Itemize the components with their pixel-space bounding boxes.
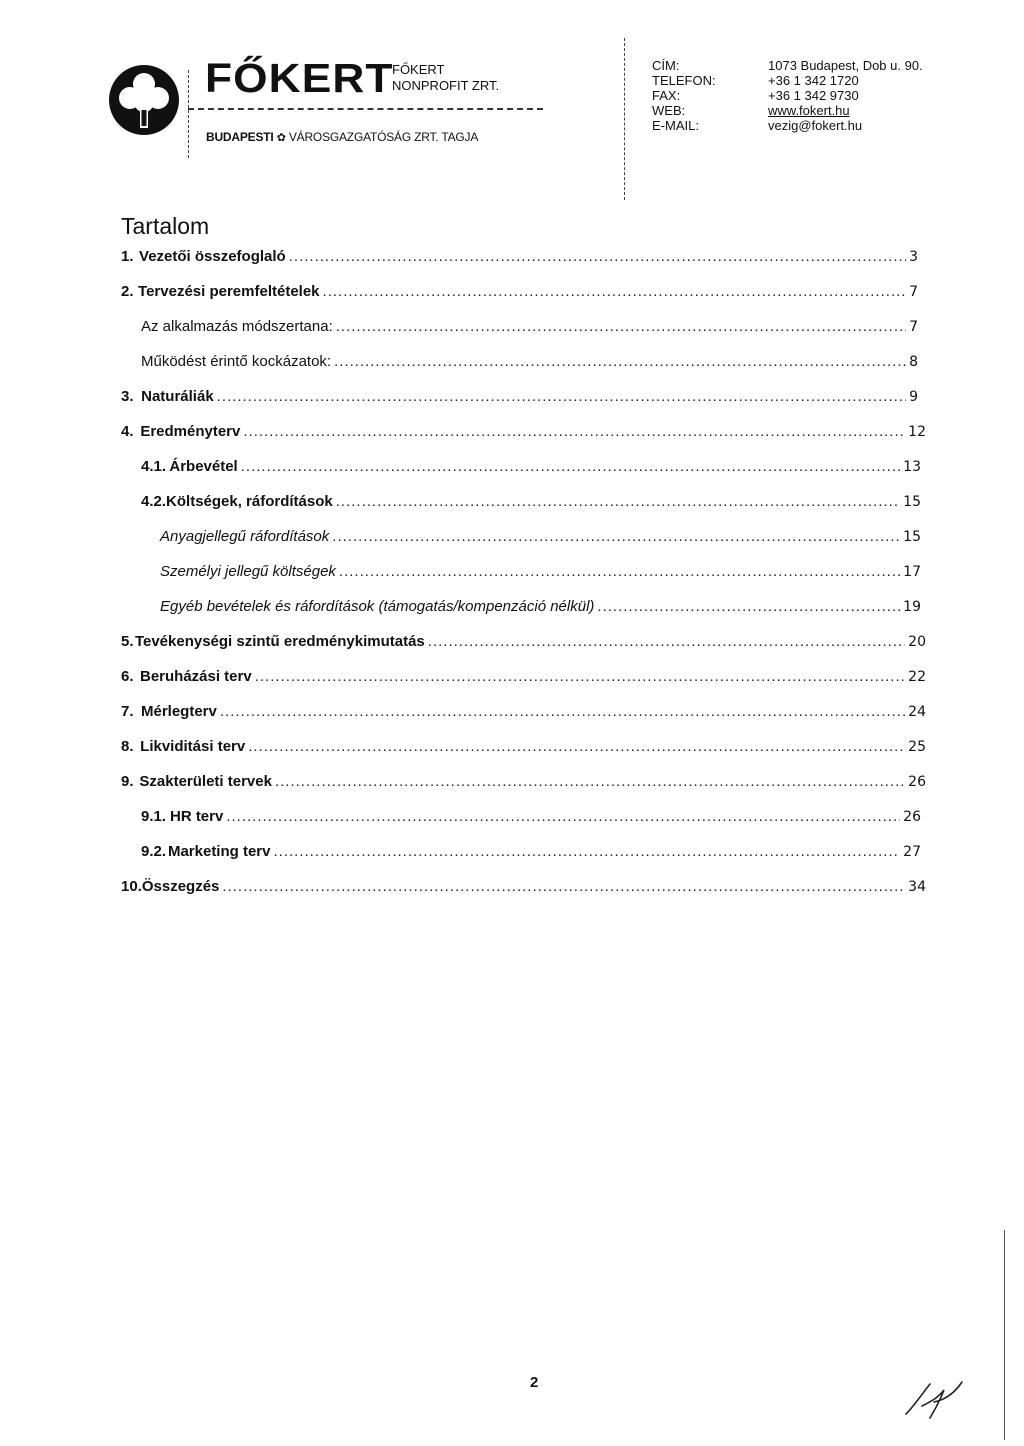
toc-entry-page: 27 [903,844,921,860]
toc-entry[interactable] [121,876,926,898]
toc-entry-number: 2. [121,283,134,300]
contact-labels [652,58,716,133]
toc-entry-label: Beruházási terv [139,668,252,685]
tagline-bold: BUDAPESTI [206,130,274,144]
toc-entry-number: 9.1. [141,808,167,825]
toc-leader-dots [274,841,901,863]
brand-subtitle-line2: NONPROFIT ZRT. [392,78,500,93]
toc-entry-label: Eredményterv [140,423,241,440]
contact-phone: +36 1 342 1720 [768,73,859,88]
toc-entry-page: 22 [908,669,926,685]
toc-entry[interactable] [141,491,921,513]
toc-leader-dots [226,806,900,828]
toc-entry-page: 7 [909,319,918,335]
toc-entry-label: Tevékenységi szintű eredménykimutatás [134,633,425,650]
toc-entry-page: 26 [903,809,921,825]
toc-entry[interactable] [121,736,926,758]
toc-entry[interactable] [121,666,926,688]
toc-leader-dots [217,386,906,408]
toc-leader-dots [334,351,906,373]
toc-entry-label: Vezetői összefoglaló [139,248,286,265]
toc-entry-page: 9 [909,389,918,405]
toc-leader-dots [222,876,905,898]
toc-entry[interactable] [121,246,918,268]
toc-leader-dots [597,596,900,618]
toc-entry-number: 9.2. [141,843,167,860]
toc-entry-label: Naturáliák [141,388,214,405]
toc-entry-label: Árbevétel [169,458,238,475]
toc-entry-label: Összegzés [141,878,220,895]
toc-entry[interactable] [160,596,921,618]
toc-entry[interactable] [121,281,918,303]
toc-entry-number: 4.1. [141,458,167,475]
toc-entry-page: 15 [903,494,921,510]
toc-leader-dots [243,421,905,443]
toc-entry-number: 6. [121,668,134,685]
toc-entry-page: 24 [908,704,926,720]
toc-entry-number: 1. [121,248,134,265]
toc-entry-number: 5. [121,633,134,650]
toc-entry-number: 3. [121,388,134,405]
toc-entry-page: 26 [908,774,926,790]
toc-entry-number: 4.2. [141,493,167,510]
toc-entry-page: 25 [908,739,926,755]
toc-entry-label: Mérlegterv [141,703,217,720]
toc-entry-number: 10. [121,878,142,895]
toc-entry[interactable] [141,456,921,478]
toc-entry-page: 19 [903,599,921,615]
toc-leader-dots [248,736,905,758]
toc-entry-number: 7. [121,703,134,720]
toc-leader-dots [336,316,906,338]
toc-entry-number: 9. [121,773,134,790]
contact-label-web: WEB: [652,103,686,118]
toc-entry-label: Költségek, ráfordítások [166,493,333,510]
brand-tagline [206,130,478,144]
toc-entry-page: 34 [908,879,926,895]
toc-entry[interactable] [121,701,926,723]
toc-entry-page: 8 [909,354,918,370]
handwritten-signature-icon [900,1376,970,1422]
brand-divider-horizontal [188,108,543,110]
toc-leader-dots [332,526,900,548]
toc-entry-label: Likviditási terv [140,738,246,755]
toc-entry-page: 17 [903,564,921,580]
toc-entry-label: Marketing terv [167,843,271,860]
toc-entry-label: Tervezési peremfeltételek [138,283,320,300]
toc-entry[interactable] [141,841,921,863]
contact-address: 1073 Budapest, Dob u. 90. [768,58,923,73]
toc-entry[interactable] [121,631,926,653]
toc-leader-dots [255,666,905,688]
contact-fax: +36 1 342 9730 [768,88,859,103]
brand-divider-vertical [188,70,189,158]
toc-entry-label: Egyéb bevételek és ráfordítások (támogatás/kompenzáció nélkül) [160,598,595,615]
toc-entry-page: 3 [909,249,918,265]
toc-entry-page: 12 [908,424,926,440]
toc-entry[interactable] [121,421,926,443]
toc-entry[interactable] [141,351,918,373]
brand-subtitle-line1: FŐKERT [392,62,445,77]
header-divider-vertical [624,38,625,200]
toc-leader-dots [275,771,905,793]
toc-entry-label: Működést érintő kockázatok: [141,353,332,370]
toc-entry-page: 15 [903,529,921,545]
toc-leader-dots [428,631,905,653]
toc-entry-label: HR terv [169,808,224,825]
toc-entry-number: 8. [121,738,134,755]
toc-entry-page: 7 [909,284,918,300]
tree-icon [108,62,180,142]
toc-leader-dots [339,561,900,583]
toc-entry-page: 13 [903,459,921,475]
tagline-rest: VÁROSGAZGATÓSÁG ZRT. TAGJA [288,130,479,144]
brand-name: FŐKERT [205,55,394,101]
contact-label-phone: TELEFON: [652,73,716,88]
contact-label-address: CÍM: [652,58,680,73]
toc-entry-label: Anyagjellegű ráfordítások [160,528,330,545]
scan-edge-line [1004,1230,1005,1440]
contact-values [768,58,923,133]
contact-email: vezig@fokert.hu [768,118,863,133]
toc-entry[interactable] [141,316,918,338]
toc-leader-dots [220,701,905,723]
toc-leader-dots [289,246,906,268]
toc-entry-label: Szakterületi tervek [139,773,272,790]
contact-label-email: E-MAIL: [652,118,699,133]
brand-subtitle [392,62,499,94]
contact-label-fax: FAX: [652,88,681,103]
toc-entry[interactable] [160,526,921,548]
toc-entry-number: 4. [121,423,134,440]
contact-web-link[interactable]: www.fokert.hu [768,103,850,118]
toc-leader-dots [323,281,907,303]
toc-leader-dots [241,456,900,478]
toc-entry-label: Személyi jellegű költségek [160,563,336,580]
page-number: 2 [530,1374,539,1391]
toc-entry-page: 20 [908,634,926,650]
toc-entry[interactable] [121,386,918,408]
tagline-emblem-icon: ✿ [276,132,286,144]
toc-entry-label: Az alkalmazás módszertana: [141,318,333,335]
toc-title: Tartalom [121,213,210,239]
toc-leader-dots [336,491,900,513]
toc-entry[interactable] [121,771,926,793]
toc-entry[interactable] [141,806,921,828]
toc-entry[interactable] [160,561,921,583]
